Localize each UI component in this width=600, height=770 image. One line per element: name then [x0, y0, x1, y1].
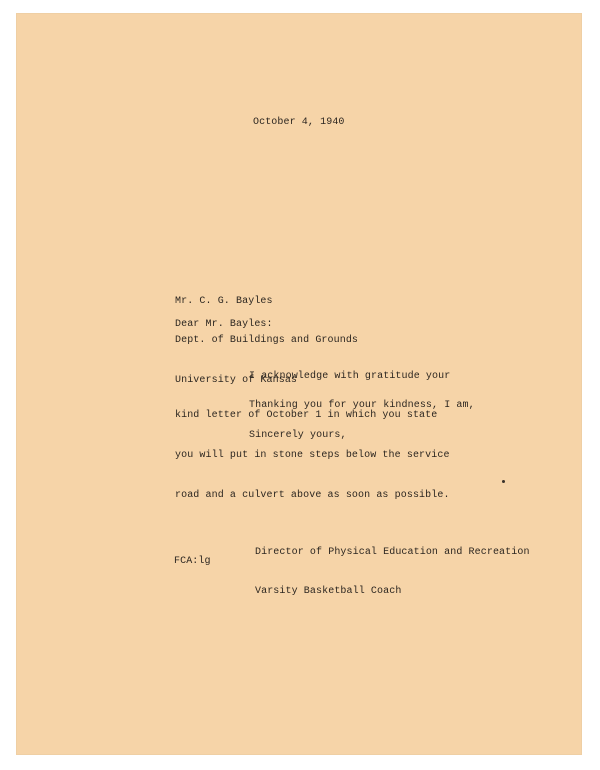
body-line: road and a culvert above as soon as possible. [175, 490, 450, 502]
body-line: I acknowledge with gratitude your [249, 370, 451, 382]
signature-block [255, 519, 530, 625]
reference-initials: FCA:lg [174, 556, 211, 567]
complimentary-close: Sincerely yours, [249, 430, 347, 441]
recipient-institution: University of Kansas [175, 375, 298, 387]
signer-role: Varsity Basketball Coach [255, 586, 402, 598]
signer-title: Director of Physical Education and Recreation [255, 546, 530, 558]
recipient-department: Dept. of Buildings and Grounds [175, 335, 359, 347]
letter-date: October 4, 1940 [253, 117, 345, 128]
ink-speck [502, 480, 505, 483]
body-line: kind letter of October 1 in which you state [175, 410, 438, 422]
thanks-line: Thanking you for your kindness, I am, [249, 400, 475, 411]
recipient-name: Mr. C. G. Bayles [175, 295, 273, 307]
letter-page [16, 13, 582, 755]
body-line: you will put in stone steps below the service [175, 450, 450, 462]
salutation: Dear Mr. Bayles: [175, 319, 273, 330]
